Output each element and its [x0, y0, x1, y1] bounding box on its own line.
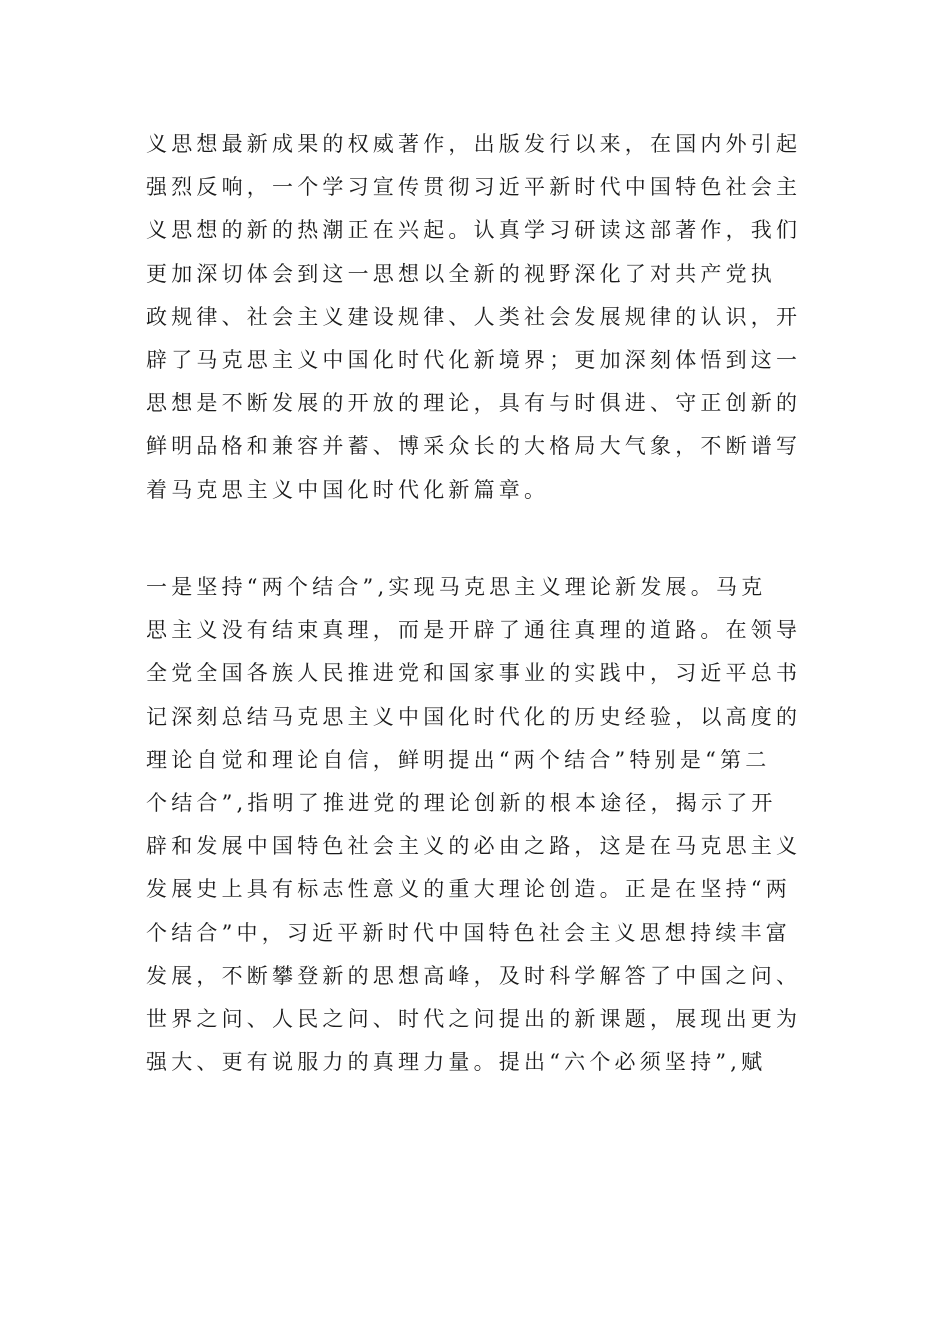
text-line: 记深刻总结马克思主义中国化时代化的历史经验，以高度的 [146, 704, 802, 729]
text-line: 强烈反响，一个学习宣传贯彻习近平新时代中国特色社会主 [146, 175, 802, 200]
text-line: 发展史上具有标志性意义的重大理论创造。正是在坚持“两 [146, 877, 791, 902]
text-line: 理论自觉和理论自信，鲜明提出“两个结合”特别是“第二 [146, 747, 771, 772]
text-line: 辟了马克思主义中国化时代化新境界；更加深刻体悟到这一 [146, 347, 802, 372]
paragraph-intro [146, 123, 808, 512]
text-line: 着马克思主义中国化时代化新篇章。 [146, 477, 550, 502]
paragraph-two-combinations [146, 566, 808, 1084]
text-line: 个结合”中，习近平新时代中国特色社会主义思想持续丰富 [146, 920, 791, 945]
text-line: 个结合”,指明了推进党的理论创新的根本途径，揭示了开 [146, 790, 777, 815]
text-line: 强大、更有说服力的真理力量。提出“六个必须坚持”,赋 [146, 1050, 767, 1075]
text-line: 思主义没有结束真理，而是开辟了通往真理的道路。在领导 [146, 618, 802, 643]
text-line: 更加深切体会到这一思想以全新的视野深化了对共产党执 [146, 261, 776, 286]
text-line: 义思想最新成果的权威著作，出版发行以来，在国内外引起 [146, 132, 802, 156]
text-line: 政规律、社会主义建设规律、人类社会发展规律的认识，开 [146, 304, 802, 329]
text-line: 思想是不断发展的开放的理论，具有与时俱进、守正创新的 [146, 391, 802, 416]
text-line: 一是坚持“两个结合”,实现马克思主义理论新发展。马克 [146, 575, 767, 599]
text-line: 辟和发展中国特色社会主义的必由之路，这是在马克思主义 [146, 834, 802, 859]
text-line: 世界之问、人民之问、时代之问提出的新课题，展现出更为 [146, 1006, 802, 1031]
text-line: 义思想的新的热潮正在兴起。认真学习研读这部著作，我们 [146, 218, 802, 243]
text-line: 全党全国各族人民推进党和国家事业的实践中，习近平总书 [146, 661, 802, 686]
text-line: 鲜明品格和兼容并蓄、博采众长的大格局大气象，不断谱写 [146, 434, 802, 459]
text-line: 发展，不断攀登新的思想高峰，及时科学解答了中国之问、 [146, 963, 802, 988]
